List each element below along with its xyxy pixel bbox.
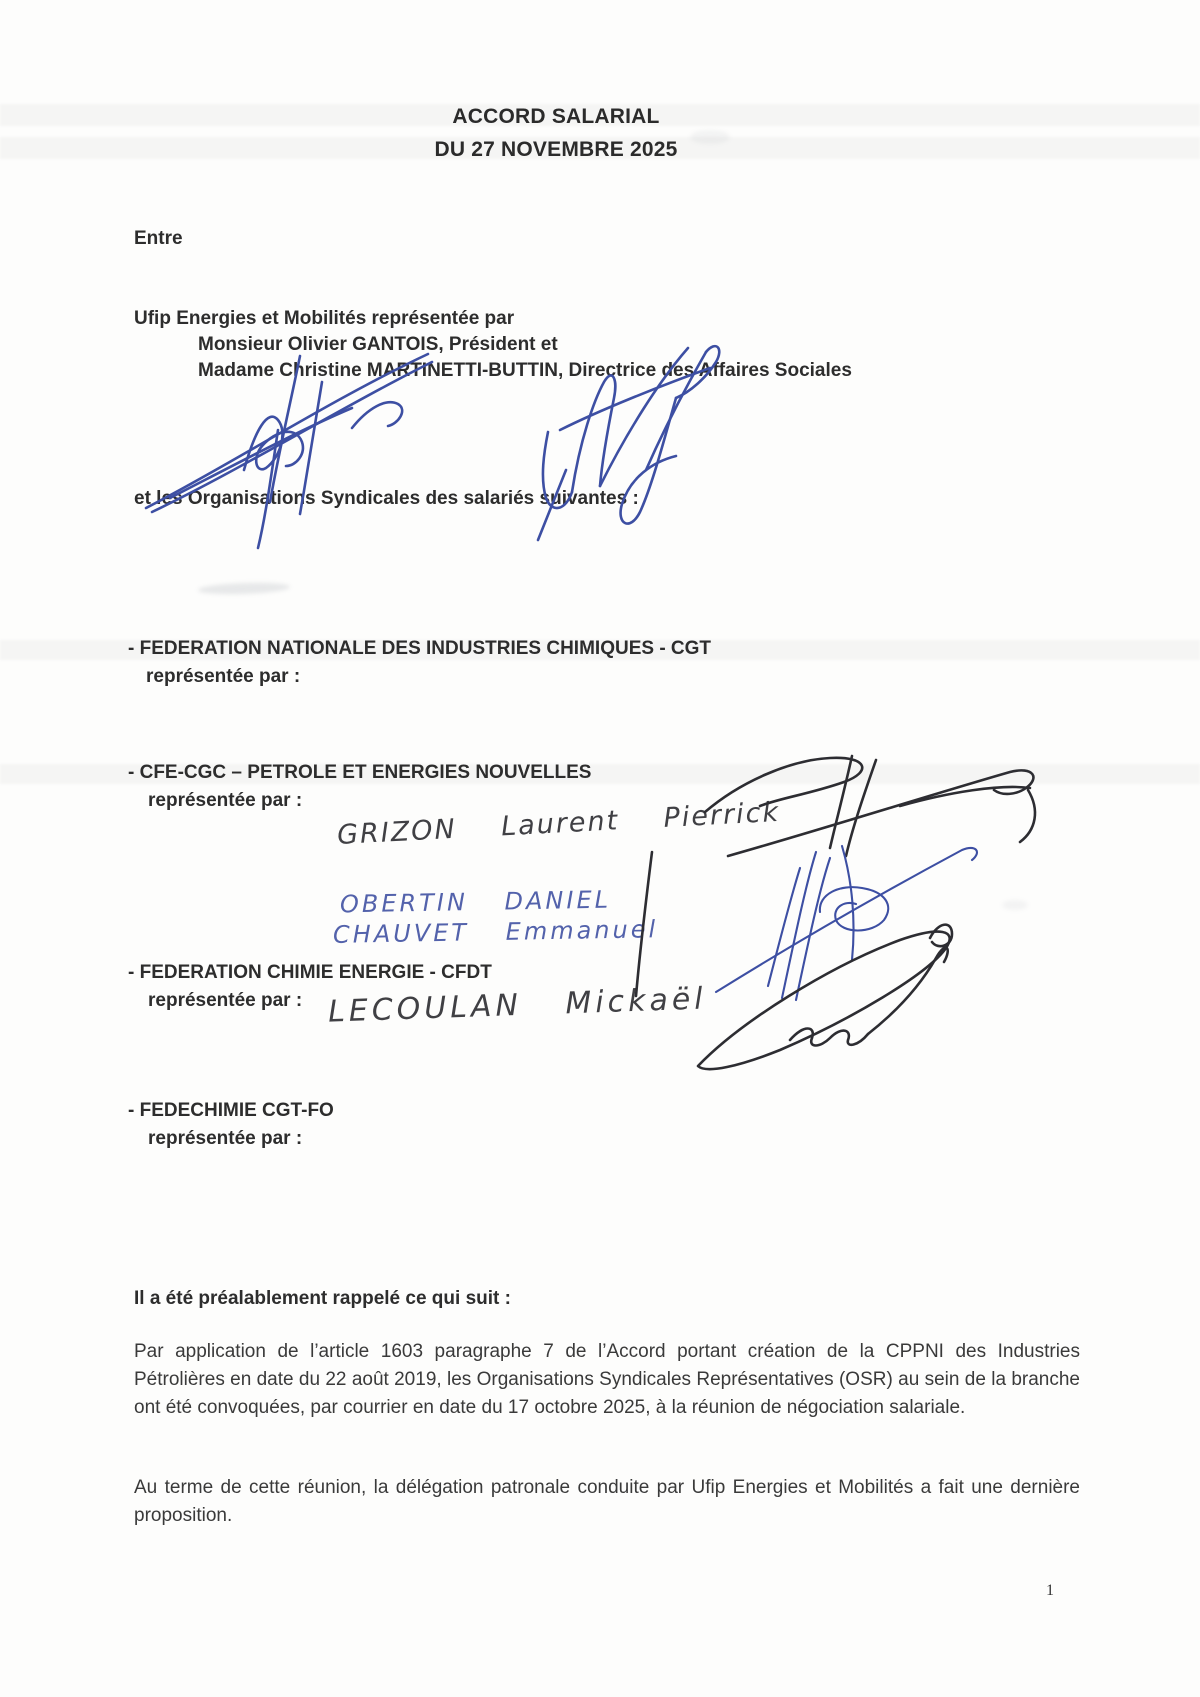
handwritten-name-chauvet: CHAUVET Emmanuel — [332, 915, 659, 949]
signature-cfecgc-blue-icon — [716, 846, 977, 1000]
union-represented-cfdt: représentée par : — [148, 990, 303, 1011]
union-name-fo: - FEDECHIMIE CGT-FO — [128, 1100, 334, 1121]
union-name-cgt: - FEDERATION NATIONALE DES INDUSTRIES CHIMIQUES - CGT — [128, 638, 712, 659]
signature-gantois-icon — [146, 354, 432, 548]
scan-smudge — [1002, 900, 1028, 910]
title-line-2: DU 27 NOVEMBRE 2025 — [434, 138, 678, 161]
recital-paragraph-1: Par application de l’article 1603 paragraphe 7 de l’Accord portant création de la CPPNI des Industries Pétrolières en date du 22 août 2019, les Organisations Syndicales Représentatives (OSR) au sein de la branche ont été convoquées, par courrier en date du 17 octobre 2025, à la réunion de négociation salariale. — [134, 1341, 1080, 1418]
handwritten-name-obertin: OBERTIN DANIEL — [339, 885, 612, 919]
scan-smudge — [198, 581, 290, 595]
recital-heading: Il a été préalablement rappelé ce qui suit : — [134, 1288, 511, 1309]
employer-line-3: Madame Christine MARTINETTI-BUTTIN, Directrice des Affaires Sociales — [198, 360, 852, 381]
union-represented-cfecgc: représentée par : — [148, 790, 303, 811]
union-represented-fo: représentée par : — [148, 1128, 303, 1149]
page-number: 1 — [1046, 1582, 1054, 1599]
intro-word: Entre — [134, 228, 183, 249]
recital-paragraph-2: Au terme de cette réunion, la délégation patronale conduite par Ufip Energies et Mobilités a fait une dernière proposition. — [134, 1477, 1080, 1526]
union-name-cfecgc: - CFE-CGC – PETROLE ET ENERGIES NOUVELLES — [128, 762, 592, 783]
signature-lecoulan-icon — [698, 925, 952, 1070]
employer-line-2: Monsieur Olivier GANTOIS, Président et — [198, 334, 558, 355]
signature-cfecgc-black-icon — [636, 756, 1035, 996]
title-line-1: ACCORD SALARIAL — [452, 105, 660, 128]
union-represented-cgt: représentée par : — [146, 666, 301, 687]
unions-intro: et les Organisations Syndicales des salariés suivantes : — [134, 488, 639, 509]
handwritten-name-lecoulan: LECOULAN Mickaël — [327, 981, 708, 1030]
scan-smudge — [690, 130, 730, 144]
employer-line-1: Ufip Energies et Mobilités représentée par — [134, 308, 515, 329]
document-title — [0, 100, 1112, 166]
union-name-cfdt: - FEDERATION CHIMIE ENERGIE - CFDT — [128, 962, 492, 983]
handwritten-name-grizon: GRIZON Laurent Pierrick — [336, 796, 781, 851]
